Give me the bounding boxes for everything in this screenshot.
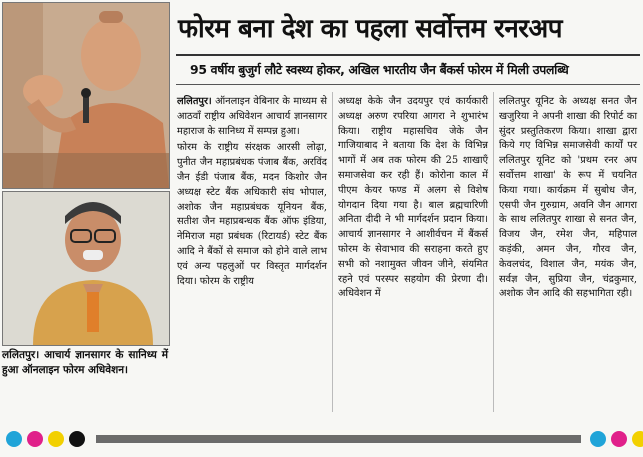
- subheadline: 95 वर्षीय बुजुर्ग लौटे स्वस्थ्य होकर, अखिल भारतीय जैन बैंकर्स फोरम में मिली उपलब्धि: [190, 62, 569, 77]
- article-paragraph: ऑनलाइन वेबिनार के माध्यम से आठवाँ राष्ट्रीय अधिवेशन आचार्य ज्ञानसागर महाराज के सानिध्य में सम्पन्न हुआ।: [177, 96, 327, 137]
- article-paragraph: फोरम के राष्ट्रीय संरक्षक आरसी लोढ़ा, पुनीत जैन महाप्रबंधक पंजाब बैंक, अरविंद जैन ईडी पंजाब बैंक, मदन किशोर जैन अध्यक्ष स्टेट बैंक अधिकारी संघ भोपाल, अशोक जैन महाप्रबंधक यूनियन बैंक, सतीश जैन महाप्रबन्धक बैंक ऑफ इंडिया, नेमिराज महा प्रबंधक (रिटायर्ड) स्टेट बैंक आदि ने बैंकों से समाज को होने वाले लाभ एवं अन्य पहलुओं पर विस्तृत मार्गदर्शन दिया। फोरम के राष्ट्रीय: [177, 142, 327, 287]
- dateline: ललितपुर।: [177, 96, 212, 107]
- color-dot: [27, 431, 43, 447]
- photo-caption: ललितपुर। आचार्य ज्ञानसागर के सानिध्य में हुआ ऑनलाइन फोरम अधिवेशन।: [2, 349, 168, 376]
- color-dot: [48, 431, 64, 447]
- subheadline-rule: [176, 84, 640, 85]
- photo-speaker: [2, 191, 170, 346]
- article-column-3: [499, 95, 637, 425]
- color-dot: [590, 431, 606, 447]
- color-dot: [611, 431, 627, 447]
- article-column-2: [338, 95, 488, 425]
- headline-rule: [176, 54, 640, 56]
- color-dot: [69, 431, 85, 447]
- article-paragraph: ललितपुर यूनिट के अध्यक्ष सनत जैन खजुरिया ने अपनी शाखा की रिपोर्ट का सुंदर प्रस्तुतिकरण किया। शाखा द्वारा किये गए विभिन्न समाजसेवी कार्यों पर ललितपुर यूनिट को 'प्रथम रनर अप सर्वोत्तम शाखा' के रूप में चयनित किया गया। कार्यक्रम में सुबोध जैन, एसपी जैन गुरुग्राम, अवनि जैन आगरा के साथ ललितपुर शाखा से सनत जैन, विजय जैन, रमेश जैन, महिपाल कड़ंकी, अमन जैन, गौरव जैन, केवलचंद, विशाल जैन, मयंक जैन, सर्वज्ञ जैन, सुप्रिया जैन, चंद्रकुमार, अशोक जैन आदि की सहभागिता रही।: [499, 96, 637, 300]
- color-dot: [6, 431, 22, 447]
- article-column-1: [177, 95, 327, 425]
- color-dot: [632, 431, 643, 447]
- headline: फोरम बना देश का पहला सर्वोत्तम रनरअप: [178, 14, 563, 44]
- column-divider: [493, 92, 494, 412]
- article-paragraph: अध्यक्ष केके जैन उदयपुर एवं कार्यकारी अध्यक्ष अरुण रपरिया आगरा ने शुभारंभ किया। राष्ट्रीय महासचिव जेके जैन गाजियाबाद ने बताया कि देश के विभिन्न भागों में अब तक फोरम की 25 शाखाएँ समाजसेवा कर रही हैं। कोरोना काल में पीएम केयर फण्ड में अलग से विशेष योगदान दिया गया है। बाल ब्रह्मचारिणी अनिता दीदी ने भी मार्गदर्शन प्रदान किया। आचार्य ज्ञानसागर ने आशीर्वचन में बैंकर्स फोरम के सेवाभाव की सराहना करते हुए सभी को नशामुक्त जीवन जीने, संयमित रहने एवं परस्पर सहयोग की प्रेरणा दी। अधिवेशन में: [338, 96, 488, 300]
- print-color-strip: [0, 428, 643, 450]
- footer-bar: [96, 435, 581, 443]
- column-divider: [332, 92, 333, 412]
- photo-acharya: [2, 2, 170, 189]
